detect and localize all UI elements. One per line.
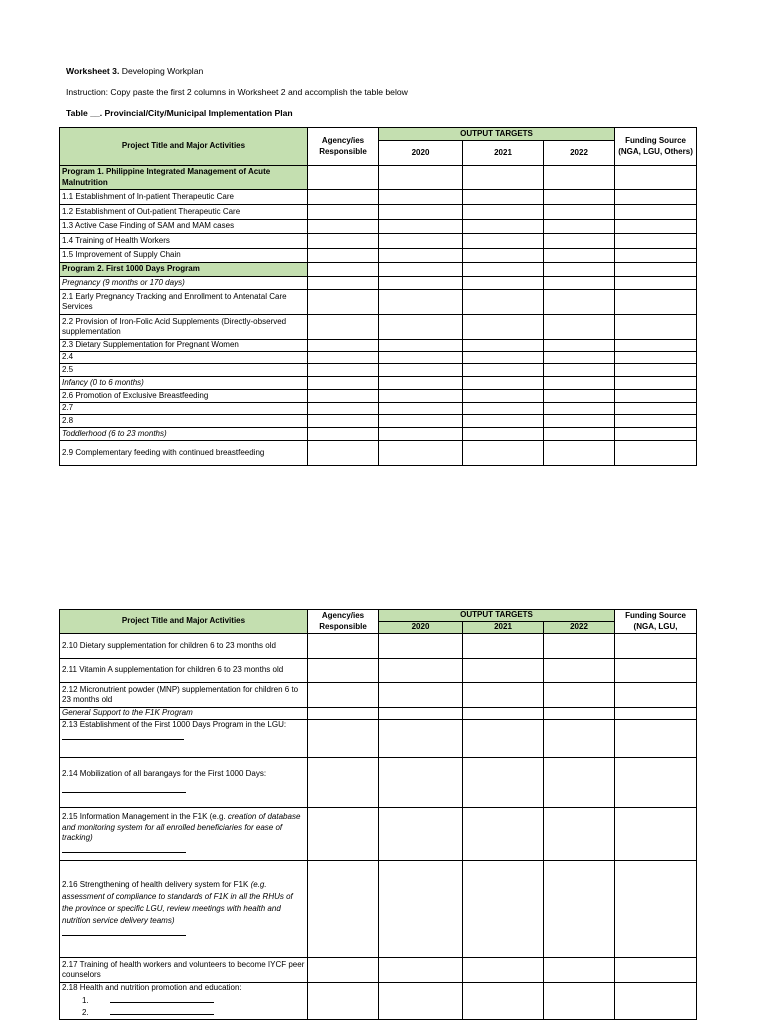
col-output-targets: OUTPUT TARGETS [379, 128, 615, 141]
col-funding-source: Funding Source (NGA, LGU, [615, 610, 697, 634]
worksheet-label: Worksheet 3. [66, 66, 120, 76]
program-1-title: Program 1. Philippine Integrated Management of Acute Malnutrition [60, 166, 308, 190]
table-row [60, 249, 697, 263]
activity-2-2: 2.2 Provision of Iron-Folic Acid Supplements (Directly-observed supplementation [60, 315, 308, 340]
table-row [60, 390, 697, 403]
activity-1-5: 1.5 Improvement of Supply Chain [60, 249, 308, 263]
fill-in-blank[interactable] [62, 731, 184, 740]
table-row [60, 315, 697, 340]
table-row [60, 428, 697, 441]
activity-2-10: 2.10 Dietary supplementation for children 6 to 23 months old [60, 634, 308, 659]
activity-2-15: 2.15 Information Management in the F1K (e.g. creation of database and monitoring system for all enrolled beneficiaries for ease of tracking) [60, 808, 308, 861]
fill-in-blank[interactable] [110, 994, 214, 1003]
stage-pregnancy: Pregnancy (9 months or 170 days) [60, 277, 308, 290]
col-agency: Agency/ies Responsible [308, 610, 379, 634]
activity-1-2: 1.2 Establishment of Out-patient Therapeutic Care [60, 205, 308, 220]
table-row [60, 683, 697, 708]
activity-2-7: 2.7 [60, 403, 308, 415]
col-project-title: Project Title and Major Activities [60, 610, 308, 634]
table-row [60, 708, 697, 720]
program-2-title: Program 2. First 1000 Days Program [60, 263, 308, 277]
table-row [60, 659, 697, 683]
col-year-2022: 2022 [544, 141, 615, 166]
table-row [60, 290, 697, 315]
activity-2-11: 2.11 Vitamin A supplementation for children 6 to 23 months old [60, 659, 308, 683]
fill-in-blank[interactable] [110, 1006, 214, 1015]
table-row [60, 166, 697, 190]
activity-2-3: 2.3 Dietary Supplementation for Pregnant Women [60, 340, 308, 352]
activity-2-17: 2.17 Training of health workers and volunteers to become IYCF peer counselors [60, 958, 308, 983]
table-row [60, 234, 697, 249]
col-project-title: Project Title and Major Activities [60, 128, 308, 166]
table-row [60, 364, 697, 377]
col-output-targets: OUTPUT TARGETS [379, 610, 615, 622]
table-row [60, 720, 697, 758]
col-year-2022: 2022 [544, 622, 615, 634]
item-number-1: 1. [82, 995, 89, 1005]
table-row [60, 220, 697, 234]
implementation-plan-table-1 [59, 127, 697, 466]
table-row [60, 808, 697, 861]
col-funding-source: Funding Source (NGA, LGU, Others) [615, 128, 697, 166]
table-row [60, 340, 697, 352]
fill-in-blank[interactable] [62, 784, 186, 793]
table-row [60, 415, 697, 428]
stage-toddlerhood: Toddlerhood (6 to 23 months) [60, 428, 308, 441]
activity-2-18: 2.18 Health and nutrition promotion and education: 1. 2. [60, 983, 308, 1020]
activity-1-4: 1.4 Training of Health Workers [60, 234, 308, 249]
activity-2-8: 2.8 [60, 415, 308, 428]
table-row [60, 190, 697, 205]
table-row [60, 441, 697, 466]
table-row [60, 861, 697, 958]
activity-2-1: 2.1 Early Pregnancy Tracking and Enrollment to Antenatal Care Services [60, 290, 308, 315]
table-row [60, 634, 697, 659]
col-year-2021: 2021 [463, 141, 544, 166]
activity-2-12: 2.12 Micronutrient powder (MNP) supplementation for children 6 to 23 months old [60, 683, 308, 708]
activity-2-16: 2.16 Strengthening of health delivery system for F1K (e.g. assessment of compliance to standards of F1K in all the RHUs of the province or specific LGU, review meetings with health and nutrition service delivery teams) [60, 861, 308, 958]
col-year-2020: 2020 [379, 622, 463, 634]
table-row [60, 352, 697, 364]
table-row [60, 263, 697, 277]
table-row [60, 277, 697, 290]
activity-1-3: 1.3 Active Case Finding of SAM and MAM cases [60, 220, 308, 234]
stage-infancy: Infancy (0 to 6 months) [60, 377, 308, 390]
activity-2-14: 2.14 Mobilization of all barangays for the First 1000 Days: [60, 758, 308, 808]
instruction-text: Instruction: Copy paste the first 2 columns in Worksheet 2 and accomplish the table below [66, 87, 408, 97]
activity-2-6: 2.6 Promotion of Exclusive Breastfeeding [60, 390, 308, 403]
table-row [60, 958, 697, 983]
table-title: Table __. Provincial/City/Municipal Implementation Plan [66, 108, 293, 118]
fill-in-blank[interactable] [62, 927, 186, 936]
col-year-2020: 2020 [379, 141, 463, 166]
general-support-heading: General Support to the F1K Program [60, 708, 308, 720]
activity-2-13: 2.13 Establishment of the First 1000 Days Program in the LGU: [60, 720, 308, 758]
implementation-plan-table-2 [59, 609, 697, 1020]
activity-2-9: 2.9 Complementary feeding with continued breastfeeding [60, 441, 308, 466]
col-agency: Agency/ies Responsible [308, 128, 379, 166]
worksheet-heading [66, 66, 203, 76]
table-row [60, 983, 697, 1020]
item-number-2: 2. [82, 1008, 89, 1017]
table-row [60, 205, 697, 220]
col-year-2021: 2021 [463, 622, 544, 634]
table-row [60, 403, 697, 415]
activity-2-5: 2.5 [60, 364, 308, 377]
activity-1-1: 1.1 Establishment of In-patient Therapeutic Care [60, 190, 308, 205]
activity-2-4: 2.4 [60, 352, 308, 364]
fill-in-blank[interactable] [62, 844, 186, 853]
table-row [60, 377, 697, 390]
table-row [60, 758, 697, 808]
worksheet-title: Developing Workplan [121, 66, 204, 76]
